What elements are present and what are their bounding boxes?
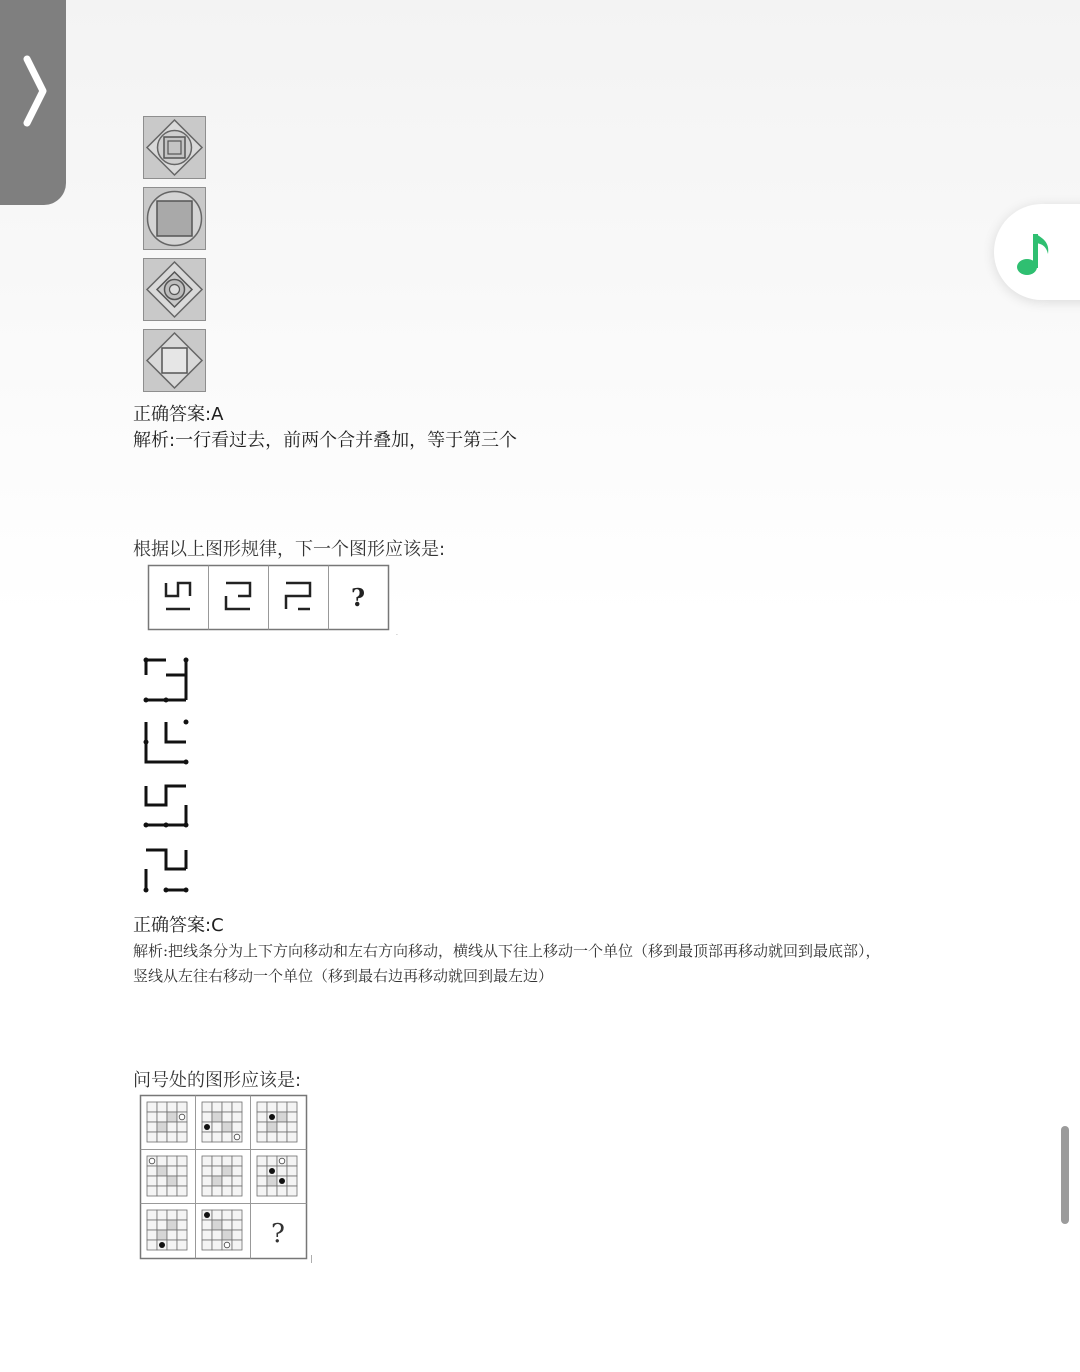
q3-matrix-cell	[147, 1210, 187, 1250]
q2-question-mark: ?	[350, 583, 366, 612]
q2-option-d-figure[interactable]	[142, 845, 192, 895]
q3-matrix-cell	[257, 1102, 297, 1142]
q2-option-b-figure[interactable]	[142, 717, 192, 767]
svg-text:|: |	[310, 1254, 313, 1263]
q2-explanation-line-1: 解析:把线条分为上下方向移动和左右方向移动，横线从下往上移动一个单位（移到最顶部再移动就回到最底部），	[133, 942, 881, 960]
q1-explanation: 解析:一行看过去，前两个合并叠加，等于第三个	[133, 430, 518, 451]
q3-matrix-cell	[147, 1156, 187, 1196]
q2-option-a-figure[interactable]	[142, 655, 192, 705]
q1-option-c-figure[interactable]	[143, 258, 206, 321]
q3-question-mark: ?	[271, 1219, 285, 1249]
q3-matrix-cell	[202, 1210, 242, 1250]
q3-matrix-cell	[202, 1156, 242, 1196]
q1-option-d-figure[interactable]	[143, 329, 206, 392]
q3-matrix-cell	[257, 1156, 297, 1196]
q2-explanation-line-2: 竖线从左往右移动一个单位（移到最右边再移动就回到最左边）	[133, 967, 554, 985]
q3-matrix-cell	[147, 1102, 187, 1142]
q3-matrix-cell	[202, 1102, 242, 1142]
q2-correct-answer: 正确答案:C	[133, 915, 224, 936]
svg-text:.: .	[396, 630, 398, 637]
q1-option-b-figure[interactable]	[143, 187, 206, 250]
q3-prompt: 问号处的图形应该是:	[133, 1070, 302, 1091]
q2-prompt: 根据以上图形规律，下一个图形应该是:	[133, 539, 446, 560]
q1-correct-answer: 正确答案:A	[133, 404, 224, 425]
q1-option-a-figure[interactable]	[143, 116, 206, 179]
q2-option-c-figure[interactable]	[142, 781, 192, 831]
